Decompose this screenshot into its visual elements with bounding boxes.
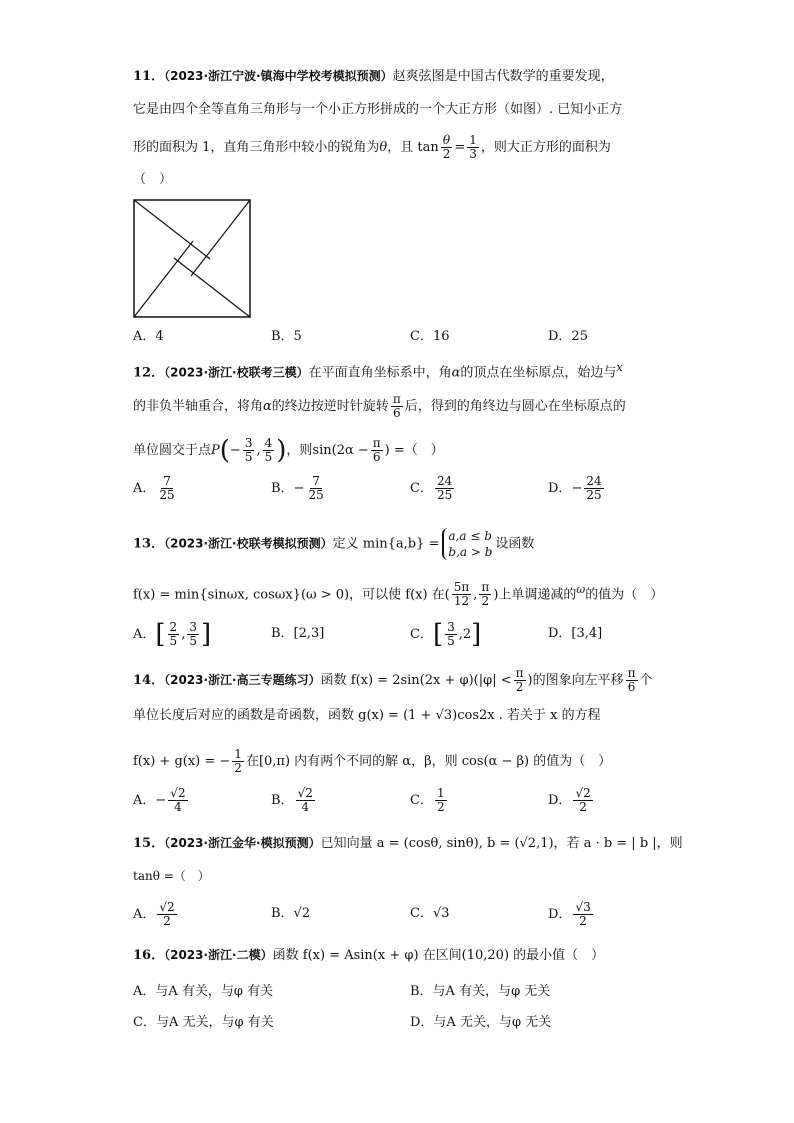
q13-i2-num: π xyxy=(481,580,490,595)
q11-eq: = xyxy=(454,140,466,155)
q13-a-d2: 5 xyxy=(189,634,197,648)
q16-option-d[interactable]: D．与A 无关，与φ 无关 xyxy=(410,1015,552,1030)
q11-line1 xyxy=(133,66,614,87)
q12-text2b: 的终边按逆时针旋转 xyxy=(271,399,389,414)
q12-source: （2023·浙江·校联考三模） xyxy=(164,365,309,380)
q12-p1-frac xyxy=(243,437,255,464)
q12-line3: 单位圆交于点P(− $\frac{3}{5}$ , $\frac{4}{5}$ )，则sin(2α − $\frac{\pi}{6}$ ) =（ ） xyxy=(133,435,444,466)
q14-l3-frac xyxy=(232,748,244,775)
q14-a-num: √2 xyxy=(170,786,186,800)
q15-line1 xyxy=(133,833,683,854)
q12-text1: 在平面直角坐标系中，角 xyxy=(308,365,452,381)
q13-piecewise xyxy=(442,528,492,560)
q14-c-num: 1 xyxy=(436,786,445,800)
q13-i2-den: 2 xyxy=(481,594,490,609)
q11-frac-num: θ xyxy=(442,133,451,147)
q13-c-num: 3 xyxy=(447,620,455,634)
q13-a-n2: 3 xyxy=(189,620,197,634)
q13-option-c[interactable]: C．[ $\frac{3}{5}$ ,2] xyxy=(410,619,482,650)
q12-b-label: B． xyxy=(271,481,294,496)
q16-source: （2023·浙江·二模） xyxy=(164,948,273,962)
q15-number: 15． xyxy=(133,836,165,851)
q11-text3a: 形的面积为 1，直角三角形中较小的锐角为 xyxy=(133,140,380,155)
q13-a-label: A． xyxy=(133,627,156,642)
q12-p2-den: 5 xyxy=(264,450,273,464)
q15-a-den: 2 xyxy=(163,914,171,928)
q12-option-c[interactable] xyxy=(410,475,456,502)
q14-text3b: 在[0,π) 内有两个不同的解 α，β，则 cos(α − β) 的值为（ ） xyxy=(245,754,612,769)
q13-text1a: 定义 min{a,b} = xyxy=(332,536,440,552)
q16-option-c[interactable]: C．与A 无关，与φ 有关 xyxy=(133,1015,274,1030)
q15-text2: tanθ =（ ） xyxy=(133,869,210,883)
q13-option-d[interactable]: D．[3,4] xyxy=(548,626,603,641)
q12-text3c: ) =（ ） xyxy=(384,443,444,458)
q12-expr-frac xyxy=(371,437,383,464)
q16-text1: 函数 f(x) = Asin(x + φ) 在区间(10,20) 的最小值（ ） xyxy=(272,948,605,963)
q15-option-c[interactable]: C．√3 xyxy=(410,906,450,921)
q12-c-label: C． xyxy=(410,481,433,496)
q12-alpha: α xyxy=(451,365,461,381)
q13-a-d1: 5 xyxy=(169,634,178,648)
q12-text3b: ，则 xyxy=(286,443,313,458)
q13-source: （2023·浙江·校联考模拟预测） xyxy=(164,536,333,551)
q11-frac-theta xyxy=(441,134,453,161)
q12-p1-num: 3 xyxy=(244,436,253,450)
q12-c-den: 25 xyxy=(436,488,453,502)
q12-b-num: 7 xyxy=(312,474,320,488)
q16-option-a[interactable]: A．与A 有关，与φ 有关 xyxy=(133,984,274,999)
q11-number: 11． xyxy=(133,69,165,84)
q12-point: P xyxy=(211,443,220,458)
q14-l1b-num: π xyxy=(627,666,636,680)
q12-text2c: 后，得到的角终边与圆心在坐标原点的 xyxy=(404,399,626,414)
q16-line1 xyxy=(133,945,604,966)
q13-text1b: 设函数 xyxy=(495,536,535,552)
q12-option-a[interactable] xyxy=(133,475,179,502)
q12-a-frac xyxy=(157,475,176,502)
q14-number: 14． xyxy=(133,673,165,688)
q14-l1-num: π xyxy=(515,666,524,680)
q13-option-a[interactable]: A．[ $\frac{2}{5}$ , $\frac{3}{5}$ ] xyxy=(133,619,212,650)
q14-text2: 单位长度后对应的函数是奇函数，函数 g(x) = (1 + √3)cos2x . 若关于 x 的方程 xyxy=(133,708,601,723)
q13-text2c: 的值为（ ） xyxy=(585,587,664,603)
q15-d-num: √3 xyxy=(575,900,591,914)
q15-option-b[interactable]: B．√2 xyxy=(271,906,311,921)
q12-p1-den: 5 xyxy=(244,450,253,464)
q12-rot-frac xyxy=(391,393,403,420)
q11-theta: θ xyxy=(379,140,388,155)
q12-b-sign: − xyxy=(293,481,305,496)
q11-option-a[interactable]: A．4 xyxy=(133,329,164,344)
q12-line2 xyxy=(133,393,626,420)
q12-d-label: D． xyxy=(548,481,572,496)
q16-number: 16． xyxy=(133,948,165,963)
q13-case2: b,a > b xyxy=(448,545,493,559)
q12-option-d[interactable] xyxy=(548,475,606,502)
q15-option-a[interactable] xyxy=(133,901,179,928)
q12-e-den: 6 xyxy=(372,450,381,464)
q13-i2-frac xyxy=(479,581,491,608)
q12-d-sign: − xyxy=(571,481,583,496)
q11-frac-den: 2 xyxy=(442,147,451,161)
triangle-leg-3 xyxy=(174,258,250,317)
q13-a-frac2 xyxy=(187,621,199,648)
q14-l3-den: 2 xyxy=(234,761,242,775)
q12-d-num: 24 xyxy=(586,474,602,488)
q13-comma: , xyxy=(473,587,478,603)
q12-b-frac xyxy=(306,475,325,502)
q13-i1-frac xyxy=(452,581,472,608)
q12-c-num: 24 xyxy=(436,474,453,488)
q14-b-frac xyxy=(296,787,315,814)
q14-a-label: A． xyxy=(133,793,156,808)
q14-text1c: 个 xyxy=(639,673,653,688)
q12-expr: sin(2α − xyxy=(312,443,369,458)
q12-x: x xyxy=(616,361,623,374)
q14-d-label: D． xyxy=(548,793,572,808)
q14-option-d[interactable] xyxy=(548,787,595,814)
q13-c-tail: ,2 xyxy=(458,627,472,642)
q13-line1 xyxy=(133,528,534,560)
q14-a-frac xyxy=(168,787,187,814)
q14-c-label: C． xyxy=(410,793,433,808)
q15-a-num: √2 xyxy=(159,900,175,914)
q11-option-c[interactable]: C．16 xyxy=(410,329,450,344)
q12-rot-den: 6 xyxy=(392,406,401,420)
q11-text2: 它是由四个全等直角三角形与一个小正方形拼成的一个大正方形（如图）. 已知小正方 xyxy=(133,102,623,117)
q13-c-frac xyxy=(445,621,457,648)
q14-l1-frac xyxy=(514,667,526,694)
q13-c-label: C． xyxy=(410,627,433,642)
q11-val-num: 1 xyxy=(469,133,477,147)
q13-text2b: )上单调递减的 xyxy=(493,587,577,603)
q14-d-num: √2 xyxy=(575,786,591,800)
q14-text1a: 函数 f(x) = 2sin(2x + φ)(|φ| < xyxy=(320,673,512,688)
q13-omega: ω xyxy=(576,583,586,596)
q12-option-b[interactable] xyxy=(271,475,328,502)
q15-source: （2023·浙江金华·模拟预测） xyxy=(164,836,321,850)
q14-l1b-frac xyxy=(626,667,638,694)
q12-rot-num: π xyxy=(392,392,401,406)
q16-option-b[interactable]: B．与A 有关，与φ 无关 xyxy=(410,984,551,999)
q14-option-c[interactable] xyxy=(410,787,449,814)
q12-a-num: 7 xyxy=(163,474,171,488)
q13-i1-den: 12 xyxy=(453,594,470,609)
q14-d-frac xyxy=(573,787,592,814)
q12-alpha-2: α xyxy=(263,399,272,414)
q13-text2a: f(x) = min{sinωx, cosωx}(ω > 0)，可以使 f(x) 在( xyxy=(133,587,450,603)
q14-b-label: B． xyxy=(271,793,294,808)
q14-b-num: √2 xyxy=(297,786,313,800)
triangle-leg-1 xyxy=(134,200,210,259)
q12-d-frac xyxy=(584,475,603,502)
q11-text3b: ，且 tan xyxy=(387,140,439,155)
q12-e-num: π xyxy=(372,436,381,450)
q13-case1: a,a ≤ b xyxy=(448,529,492,543)
q14-l1-den: 2 xyxy=(515,680,524,694)
q12-text2a: 的非负半轴重合，将角 xyxy=(133,399,264,414)
q14-option-a[interactable] xyxy=(133,787,190,814)
q14-l3-num: 1 xyxy=(234,747,242,761)
q14-text1b: )的图象向左平移 xyxy=(527,673,624,688)
q15-d-label: D． xyxy=(548,907,572,922)
q14-l1b-den: 6 xyxy=(627,680,636,694)
q11-val-den: 3 xyxy=(469,147,477,161)
q14-d-den: 2 xyxy=(579,800,587,814)
q15-option-d[interactable] xyxy=(548,901,595,928)
zhao-shuang-diagram xyxy=(133,199,251,318)
q11-line3 xyxy=(133,134,611,161)
q12-a-label: A． xyxy=(133,481,156,496)
q12-b-den: 25 xyxy=(308,488,324,502)
q11-source: （2023·浙江宁波·镇海中学校考模拟预测） xyxy=(164,69,393,83)
q12-text3a: 单位圆交于点 xyxy=(133,443,212,458)
triangle-leg-2 xyxy=(191,200,250,276)
q13-number: 13． xyxy=(133,536,165,552)
q15-a-frac xyxy=(157,901,176,928)
q13-a-n1: 2 xyxy=(169,620,178,634)
q12-d-den: 25 xyxy=(586,488,602,502)
q11-text3c: ，则大正方形的面积为 xyxy=(480,140,611,155)
q15-a-label: A． xyxy=(133,907,156,922)
triangle-leg-4 xyxy=(134,241,193,317)
q14-c-frac xyxy=(435,787,447,814)
q14-b-den: 4 xyxy=(301,800,310,814)
q12-a-den: 25 xyxy=(159,488,175,502)
q14-option-b[interactable] xyxy=(271,787,317,814)
q12-p2-frac xyxy=(263,437,275,464)
q14-line3 xyxy=(133,748,611,775)
q14-a-sign: − xyxy=(155,793,167,808)
q11-option-d[interactable]: D．25 xyxy=(548,329,588,344)
q11-option-b[interactable]: B．5 xyxy=(271,329,302,344)
q14-text3a: f(x) + g(x) = − xyxy=(133,754,231,769)
q12-text1b: 的顶点在坐标原点，始边与 xyxy=(460,365,617,381)
q11-frac-val xyxy=(467,134,479,161)
q13-line2 xyxy=(133,580,663,608)
q11-text1: 赵爽弦图是中国古代数学的重要发现， xyxy=(392,69,614,84)
q13-a-frac1 xyxy=(168,621,180,648)
q12-p2-num: 4 xyxy=(264,436,273,450)
q15-text1: 已知向量 a = (cosθ, sinθ), b = (√2,1)，若 a · b = | b |，则 xyxy=(320,836,683,851)
q14-source: （2023·浙江·高三专题练习） xyxy=(164,673,321,687)
q12-line1 xyxy=(133,358,623,383)
q15-d-frac xyxy=(573,901,592,928)
q14-c-den: 2 xyxy=(436,800,445,814)
q12-number: 12． xyxy=(133,365,165,381)
q14-line1 xyxy=(133,667,653,694)
q13-i1-num: 5π xyxy=(453,580,470,595)
q13-c-den: 5 xyxy=(447,634,455,648)
big-square xyxy=(134,200,250,317)
q14-a-den: 4 xyxy=(174,800,182,814)
q13-option-b[interactable]: B．[2,3] xyxy=(271,626,325,641)
q11-paren: （ ） xyxy=(133,172,173,187)
q15-d-den: 2 xyxy=(579,914,587,928)
q12-c-frac xyxy=(435,475,454,502)
